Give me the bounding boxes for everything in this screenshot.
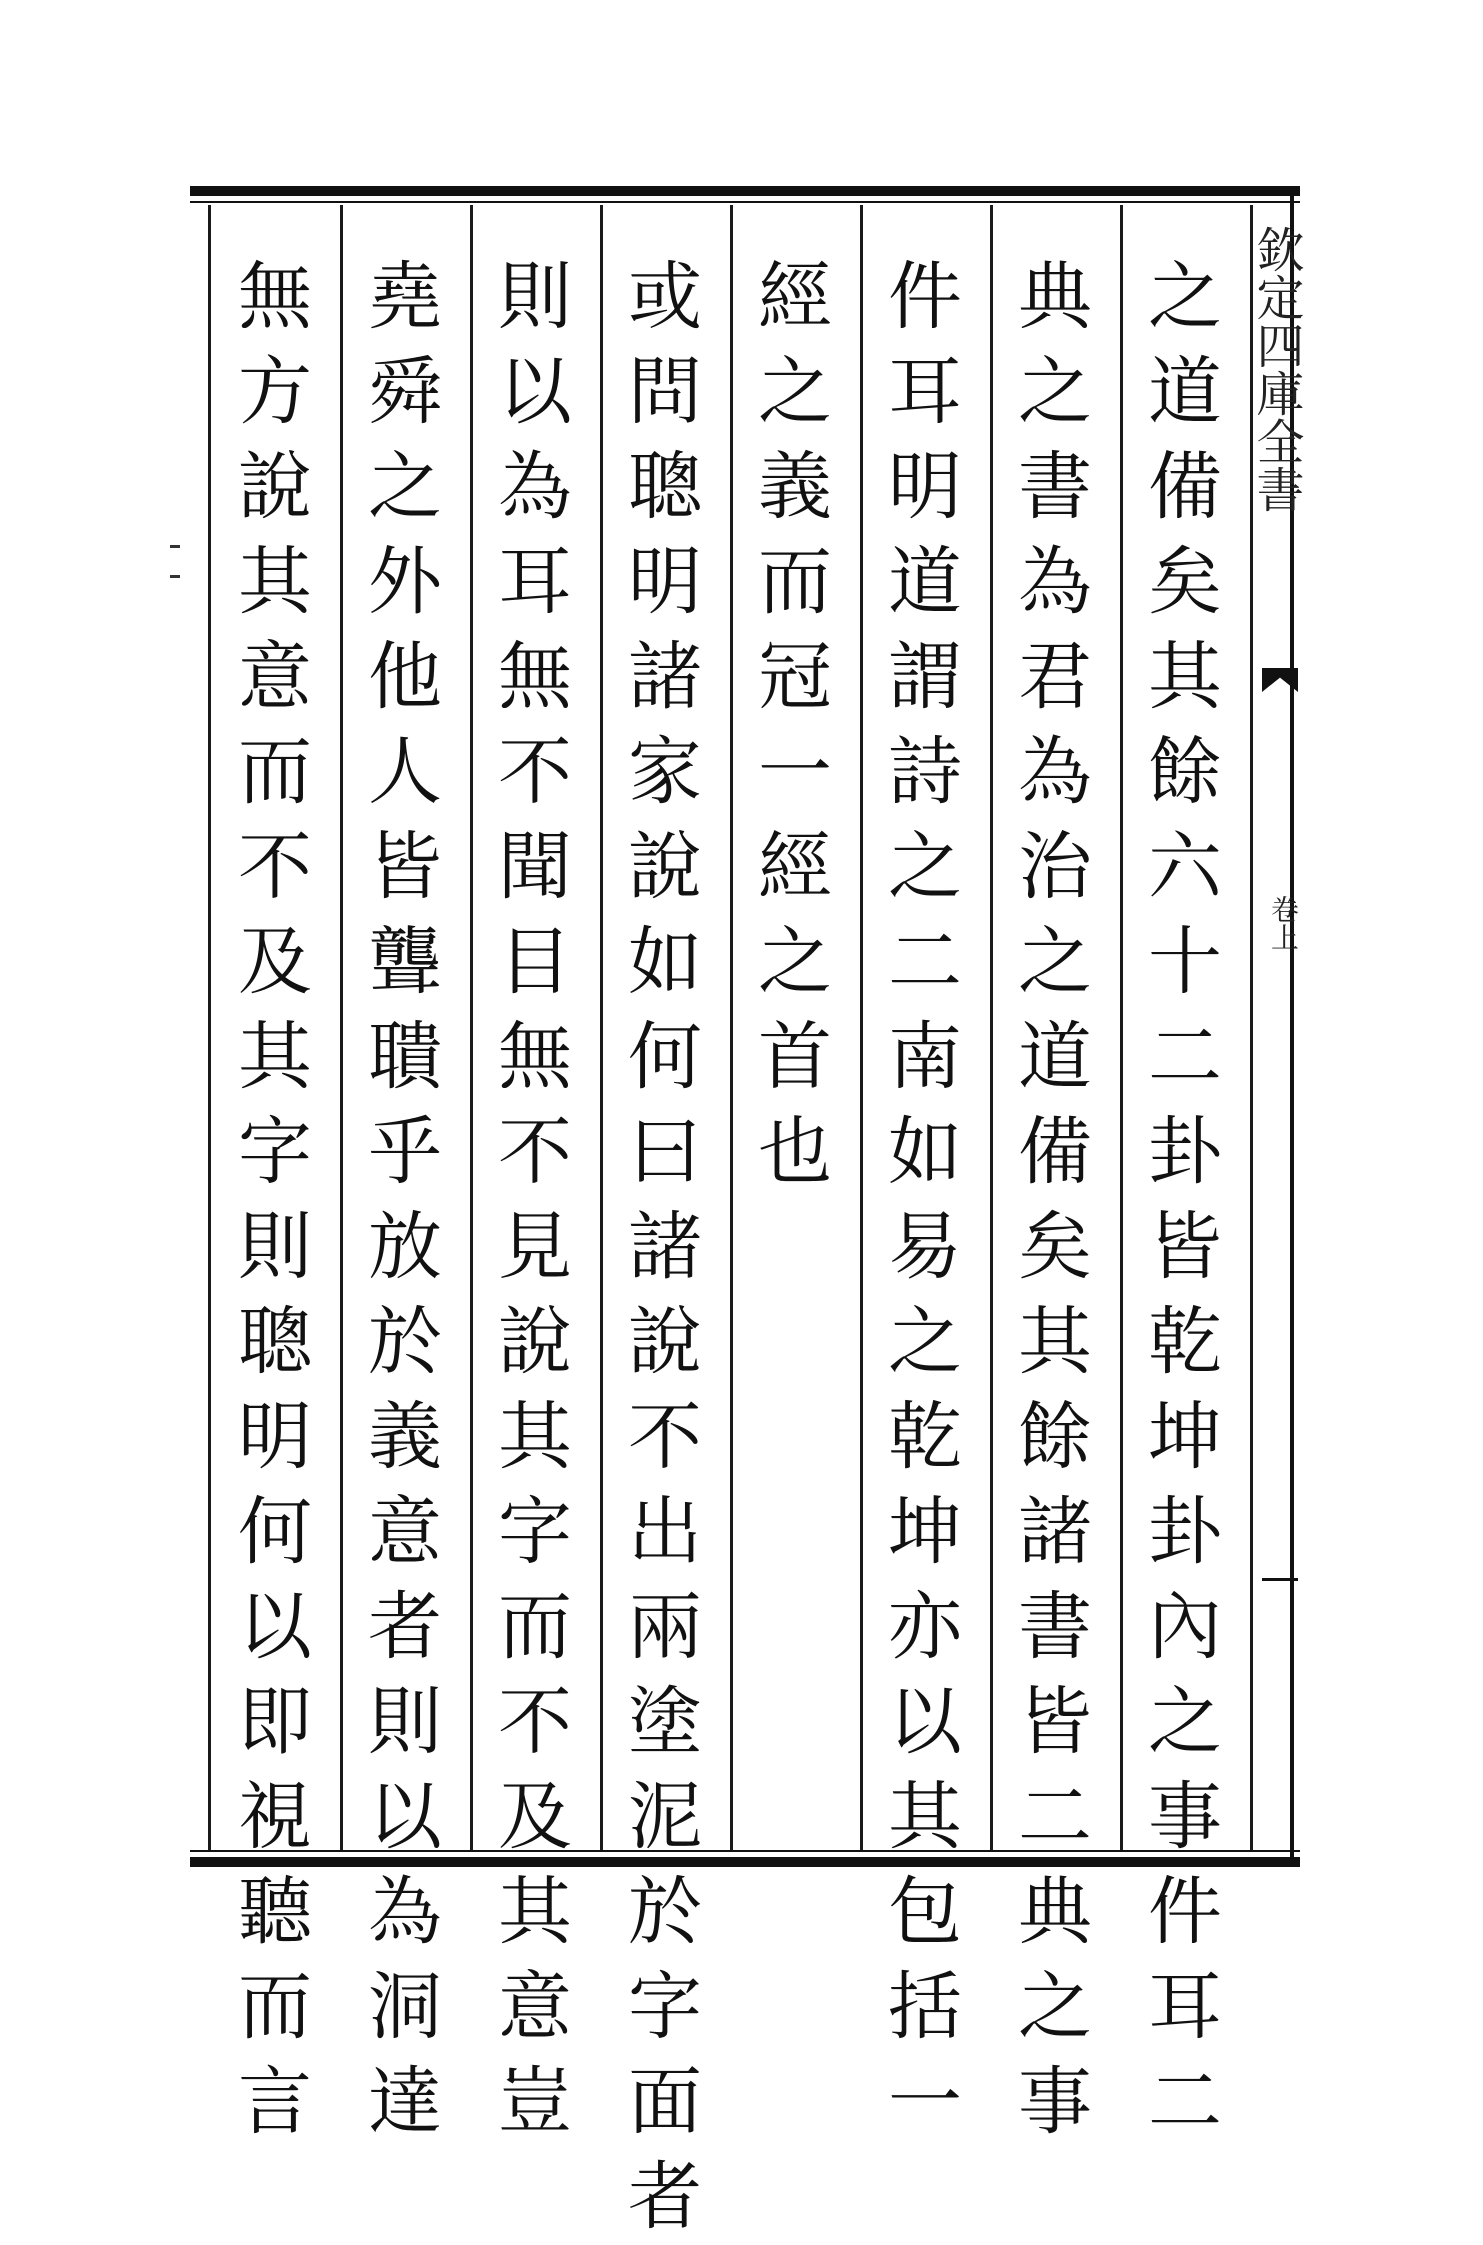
character: 則 <box>238 1204 312 1290</box>
character: 明 <box>238 1394 312 1480</box>
character: 括 <box>888 1964 962 2050</box>
character: 方 <box>238 349 312 435</box>
character: 坤 <box>1148 1394 1222 1480</box>
character: 說 <box>238 444 312 530</box>
character: 面 <box>628 2059 702 2145</box>
character: 他 <box>368 634 442 720</box>
character: 其 <box>1148 634 1222 720</box>
margin-mark <box>170 545 180 548</box>
character: 如 <box>888 1109 962 1195</box>
character: 人 <box>368 729 442 815</box>
character: 之 <box>758 349 832 435</box>
character: 塗 <box>628 1679 702 1765</box>
text-column-3 <box>875 250 975 2150</box>
character: 諸 <box>628 634 702 720</box>
text-column-8 <box>225 250 325 2150</box>
character: 其 <box>498 1394 572 1480</box>
character: 耳 <box>498 539 572 625</box>
character: 道 <box>1148 349 1222 435</box>
character: 之 <box>368 444 442 530</box>
character: 見 <box>498 1204 572 1290</box>
character: 易 <box>888 1204 962 1290</box>
character: 達 <box>368 2059 442 2145</box>
character: 卦 <box>1148 1489 1222 1575</box>
character: 件 <box>1148 1869 1222 1955</box>
character: 不 <box>238 824 312 910</box>
character: 矣 <box>1148 539 1222 625</box>
character: 事 <box>1148 1774 1222 1860</box>
character: 及 <box>238 919 312 1005</box>
character: 之 <box>888 1299 962 1385</box>
character: 兩 <box>628 1584 702 1670</box>
character: 洞 <box>368 1964 442 2050</box>
column-rule <box>600 205 603 1850</box>
character: 何 <box>238 1489 312 1575</box>
character: 不 <box>498 1679 572 1765</box>
character: 堯 <box>368 254 442 340</box>
character: 矣 <box>1018 1204 1092 1290</box>
character: 目 <box>498 919 572 1005</box>
character: 事 <box>1018 2059 1092 2145</box>
character: 者 <box>368 1584 442 1670</box>
column-rule <box>340 205 343 1850</box>
character: 皆 <box>1148 1204 1222 1290</box>
character: 六 <box>1148 824 1222 910</box>
character: 外 <box>368 539 442 625</box>
character: 說 <box>628 1299 702 1385</box>
text-column-1 <box>1135 250 1235 2150</box>
character: 聰 <box>628 444 702 530</box>
character: 意 <box>368 1489 442 1575</box>
character: 說 <box>498 1299 572 1385</box>
character: 無 <box>498 634 572 720</box>
column-rule <box>470 205 473 1850</box>
margin-mark <box>170 575 180 578</box>
character: 不 <box>498 729 572 815</box>
character: 坤 <box>888 1489 962 1575</box>
character: 字 <box>628 1964 702 2050</box>
character: 聰 <box>238 1299 312 1385</box>
column-rule <box>990 205 993 1850</box>
character: 二 <box>888 919 962 1005</box>
character: 其 <box>238 539 312 625</box>
character: 耳 <box>1148 1964 1222 2050</box>
character: 餘 <box>1148 729 1222 815</box>
character: 聞 <box>498 824 572 910</box>
character: 問 <box>628 349 702 435</box>
character: 餘 <box>1018 1394 1092 1480</box>
column-rule <box>208 205 211 1850</box>
character: 詩 <box>888 729 962 815</box>
character: 其 <box>238 1014 312 1100</box>
character: 二 <box>1148 1014 1222 1100</box>
column-rule <box>1120 205 1123 1850</box>
character: 說 <box>628 824 702 910</box>
character: 於 <box>368 1299 442 1385</box>
character: 而 <box>238 1964 312 2050</box>
character: 備 <box>1148 444 1222 530</box>
character: 無 <box>238 254 312 340</box>
character: 而 <box>498 1584 572 1670</box>
character: 其 <box>498 1869 572 1955</box>
character: 為 <box>498 444 572 530</box>
character: 皆 <box>368 824 442 910</box>
character: 之 <box>1018 919 1092 1005</box>
character: 冠 <box>758 634 832 720</box>
character: 言 <box>238 2059 312 2145</box>
text-column-5 <box>615 250 715 2245</box>
character: 以 <box>888 1679 962 1765</box>
character: 不 <box>498 1109 572 1195</box>
text-column-7 <box>355 250 455 2150</box>
volume-label: 卷上 <box>1267 895 1300 951</box>
character: 諸 <box>628 1204 702 1290</box>
character: 出 <box>628 1489 702 1575</box>
character: 南 <box>888 1014 962 1100</box>
character: 放 <box>368 1204 442 1290</box>
banxin-mark <box>1262 1578 1298 1581</box>
character: 而 <box>758 539 832 625</box>
character: 包 <box>888 1869 962 1955</box>
column-rule <box>730 205 733 1850</box>
character: 其 <box>1018 1299 1092 1385</box>
character: 為 <box>1018 729 1092 815</box>
character: 義 <box>368 1394 442 1480</box>
character: 君 <box>1018 634 1092 720</box>
character: 為 <box>368 1869 442 1955</box>
character: 明 <box>888 444 962 530</box>
text-column-2 <box>1005 250 1105 2150</box>
frame-top-border <box>190 186 1300 196</box>
character: 家 <box>628 729 702 815</box>
character: 或 <box>628 254 702 340</box>
character: 則 <box>368 1679 442 1765</box>
character: 明 <box>628 539 702 625</box>
character: 不 <box>628 1394 702 1480</box>
character: 一 <box>758 729 832 815</box>
character: 之 <box>1148 1679 1222 1765</box>
character: 乾 <box>1148 1299 1222 1385</box>
character: 聾 <box>368 919 442 1005</box>
character: 義 <box>758 444 832 530</box>
character: 之 <box>1018 1964 1092 2050</box>
character: 及 <box>498 1774 572 1860</box>
character: 件 <box>888 254 962 340</box>
character: 以 <box>368 1774 442 1860</box>
frame-top-inner-border <box>190 201 1300 203</box>
character: 也 <box>758 1109 832 1195</box>
character: 道 <box>1018 1014 1092 1100</box>
character: 則 <box>498 254 572 340</box>
text-column-4 <box>745 250 845 1200</box>
column-rule <box>860 205 863 1850</box>
character: 二 <box>1018 1774 1092 1860</box>
character: 意 <box>498 1964 572 2050</box>
character: 而 <box>238 729 312 815</box>
character: 耳 <box>888 349 962 435</box>
character: 即 <box>238 1679 312 1765</box>
text-column-6 <box>485 250 585 2150</box>
character: 道 <box>888 539 962 625</box>
character: 無 <box>498 1014 572 1100</box>
character: 聽 <box>238 1869 312 1955</box>
character: 為 <box>1018 539 1092 625</box>
character: 一 <box>888 2059 962 2145</box>
character: 字 <box>238 1109 312 1195</box>
character: 何 <box>628 1014 702 1100</box>
character: 謂 <box>888 634 962 720</box>
character: 書 <box>1018 444 1092 530</box>
character: 泥 <box>628 1774 702 1860</box>
character: 其 <box>888 1774 962 1860</box>
character: 備 <box>1018 1109 1092 1195</box>
character: 書 <box>1018 1584 1092 1670</box>
character: 之 <box>888 824 962 910</box>
character: 以 <box>238 1584 312 1670</box>
character: 於 <box>628 1869 702 1955</box>
character: 卦 <box>1148 1109 1222 1195</box>
character: 曰 <box>628 1109 702 1195</box>
character: 亦 <box>888 1584 962 1670</box>
character: 如 <box>628 919 702 1005</box>
book-title: 欽定四庫全書 <box>1248 225 1304 513</box>
character: 之 <box>1148 254 1222 340</box>
character: 之 <box>758 919 832 1005</box>
character: 乾 <box>888 1394 962 1480</box>
character: 十 <box>1148 919 1222 1005</box>
character: 經 <box>758 254 832 340</box>
character: 內 <box>1148 1584 1222 1670</box>
character: 視 <box>238 1774 312 1860</box>
character: 舜 <box>368 349 442 435</box>
character: 皆 <box>1018 1679 1092 1765</box>
character: 乎 <box>368 1109 442 1195</box>
character: 之 <box>1018 349 1092 435</box>
character: 字 <box>498 1489 572 1575</box>
character: 治 <box>1018 824 1092 910</box>
character: 典 <box>1018 254 1092 340</box>
character: 首 <box>758 1014 832 1100</box>
character: 二 <box>1148 2059 1222 2145</box>
character: 豈 <box>498 2059 572 2145</box>
character: 者 <box>628 2154 702 2240</box>
character: 經 <box>758 824 832 910</box>
character: 以 <box>498 349 572 435</box>
character: 典 <box>1018 1869 1092 1955</box>
character: 聵 <box>368 1014 442 1100</box>
character: 諸 <box>1018 1489 1092 1575</box>
character: 意 <box>238 634 312 720</box>
